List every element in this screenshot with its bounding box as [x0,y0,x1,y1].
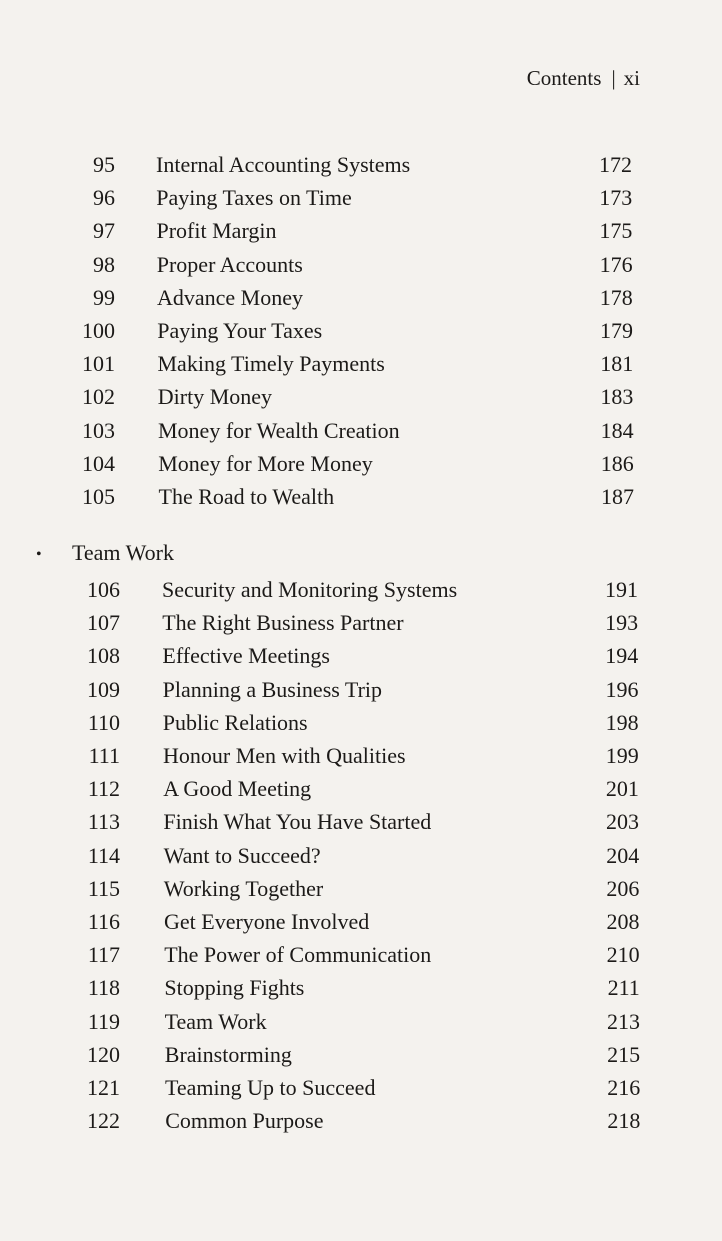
toc-entry-number: 117 [87,942,120,968]
toc-entry-title: Planning a Business Trip [162,676,383,702]
toc-entry-number: 116 [87,909,120,934]
toc-entry [0,606,722,639]
toc-entry [0,872,722,905]
toc-entry-title: Security and Monitoring Systems [162,577,458,602]
toc-entry-title: Paying Taxes on Time [156,185,352,211]
toc-entry-page-number: 172 [599,152,632,177]
toc-entry-title: Making Timely Payments [157,351,385,377]
toc-entry-title: Paying Your Taxes [157,318,323,343]
toc-entry-number: 99 [93,284,115,310]
toc-entry-number: 108 [87,643,120,669]
toc-entry-number: 104 [82,450,115,476]
toc-entry-number: 96 [93,185,115,211]
toc-entry-title: A Good Meeting [163,776,312,802]
toc-entry-title: The Road to Wealth [158,484,335,509]
toc-entry [0,181,722,214]
toc-entry [0,281,722,314]
toc-entry-page-number: 199 [605,743,639,768]
toc-entry-title: The Power of Communication [164,942,432,968]
toc-entry [0,1071,722,1104]
toc-entry [0,673,722,706]
toc-entry-number: 114 [87,842,120,868]
toc-entry-number: 120 [87,1041,120,1067]
toc-entry-number: 111 [88,743,120,768]
toc-entry-page-number: 194 [605,643,639,669]
toc-entry-title: Get Everyone Involved [164,909,370,934]
running-head [527,66,640,91]
toc-entry-number: 95 [93,152,115,177]
toc-entry-page-number: 175 [599,218,633,244]
toc-entry-page-number: 201 [605,776,639,802]
section-heading-text: Team Work [72,540,174,565]
toc-entry [0,971,722,1004]
toc-entry-title: The Right Business Partner [162,610,404,636]
toc-entry-number: 112 [87,776,120,802]
toc-entry-title: Internal Accounting Systems [156,152,411,177]
toc-entry [0,414,722,447]
toc-entry-number: 118 [87,975,120,1001]
toc-entry-title: Proper Accounts [156,251,303,277]
toc-entry [0,805,722,838]
toc-entry-number: 110 [87,709,120,735]
toc-entry [0,347,722,380]
toc-entry-page-number: 196 [605,676,639,702]
toc-entry [0,1005,722,1038]
toc-entry-number: 100 [82,318,115,343]
toc-entry-number: 105 [82,484,115,509]
toc-entry [0,480,722,513]
toc-entry-number: 98 [93,251,115,277]
toc-entry-page-number: 181 [600,351,634,377]
toc-entry-page-number: 213 [606,1008,640,1034]
toc-entry-number: 109 [87,676,120,702]
toc-entry-title: Honour Men with Qualities [163,743,406,768]
toc-entry-number: 121 [87,1075,120,1100]
toc-entry-number: 103 [82,417,115,443]
toc-entry-page-number: 206 [606,875,640,901]
section-heading [36,536,174,571]
toc-entry [0,639,722,672]
toc-entry-page-number: 183 [600,384,634,410]
toc-entry-title: Profit Margin [156,218,277,244]
running-head-label: Contents [526,66,602,90]
toc-entry-title: Working Together [163,875,324,901]
toc-entry-title: Dirty Money [157,384,273,410]
toc-entry-number: 106 [87,577,120,602]
toc-entry-page-number: 203 [606,809,640,835]
toc-entry [0,938,722,971]
toc-entry [0,772,722,805]
toc-entry-page-number: 193 [605,610,639,636]
toc-entry-page-number: 198 [605,709,639,735]
toc-entry [0,248,722,281]
toc-entry-page-number: 216 [607,1075,641,1100]
toc-entry-page-number: 191 [605,577,638,602]
toc-entry-page-number: 184 [600,417,634,443]
toc-entry-title: Team Work [164,1008,267,1034]
toc-entry-page-number: 187 [601,484,634,509]
toc-entry-number: 115 [87,875,120,901]
toc-entry-page-number: 204 [606,842,640,868]
toc-entry-page-number: 211 [607,975,640,1001]
toc-entry-page-number: 179 [600,318,633,343]
toc-entry [0,839,722,872]
toc-entry-number: 97 [93,218,115,244]
running-head-page-number: xi [623,66,640,90]
toc-entry-page-number: 176 [599,251,633,277]
toc-entry [0,1038,722,1071]
toc-entry [0,739,722,772]
toc-entry-page-number: 210 [606,942,640,968]
running-head-separator: | [611,66,616,90]
toc-entry-number: 102 [82,384,115,410]
toc-entry-title: Finish What You Have Started [163,809,432,835]
toc-entry [0,214,722,247]
toc-entry-page-number: 186 [600,450,634,476]
toc-entry-page-number: 218 [607,1108,641,1134]
toc-entry-page-number: 173 [599,185,633,211]
toc-entry-page-number: 215 [607,1041,641,1067]
toc-entry-title: Money for More Money [158,450,373,476]
toc-entry-number: 119 [87,1008,120,1034]
toc-entry [0,706,722,739]
toc-entry [0,447,722,480]
toc-entry-title: Money for Wealth Creation [158,417,400,443]
toc-entry [0,314,722,347]
toc-entry-title: Advance Money [157,284,304,310]
toc-entry-title: Brainstorming [164,1041,292,1067]
toc-entry [0,905,722,938]
toc-entry-page-number: 208 [606,909,640,934]
toc-entry [0,573,722,606]
toc-entry-page-number: 178 [599,284,633,310]
toc-entry [0,148,722,181]
toc-entry [0,380,722,413]
toc-entry-title: Effective Meetings [162,643,330,669]
toc-entry-title: Common Purpose [165,1108,324,1134]
toc-entry-number: 107 [87,610,120,636]
toc-entry-number: 122 [87,1108,120,1134]
bullet-icon: • [36,546,42,564]
toc-entry-title: Teaming Up to Succeed [165,1075,376,1100]
toc-entry-title: Stopping Fights [164,975,305,1001]
toc-entry-title: Public Relations [162,709,308,735]
toc-entry-number: 113 [87,809,120,835]
toc-entry-title: Want to Succeed? [163,842,321,868]
toc-entry-number: 101 [82,351,115,377]
toc-entry [0,1104,722,1137]
